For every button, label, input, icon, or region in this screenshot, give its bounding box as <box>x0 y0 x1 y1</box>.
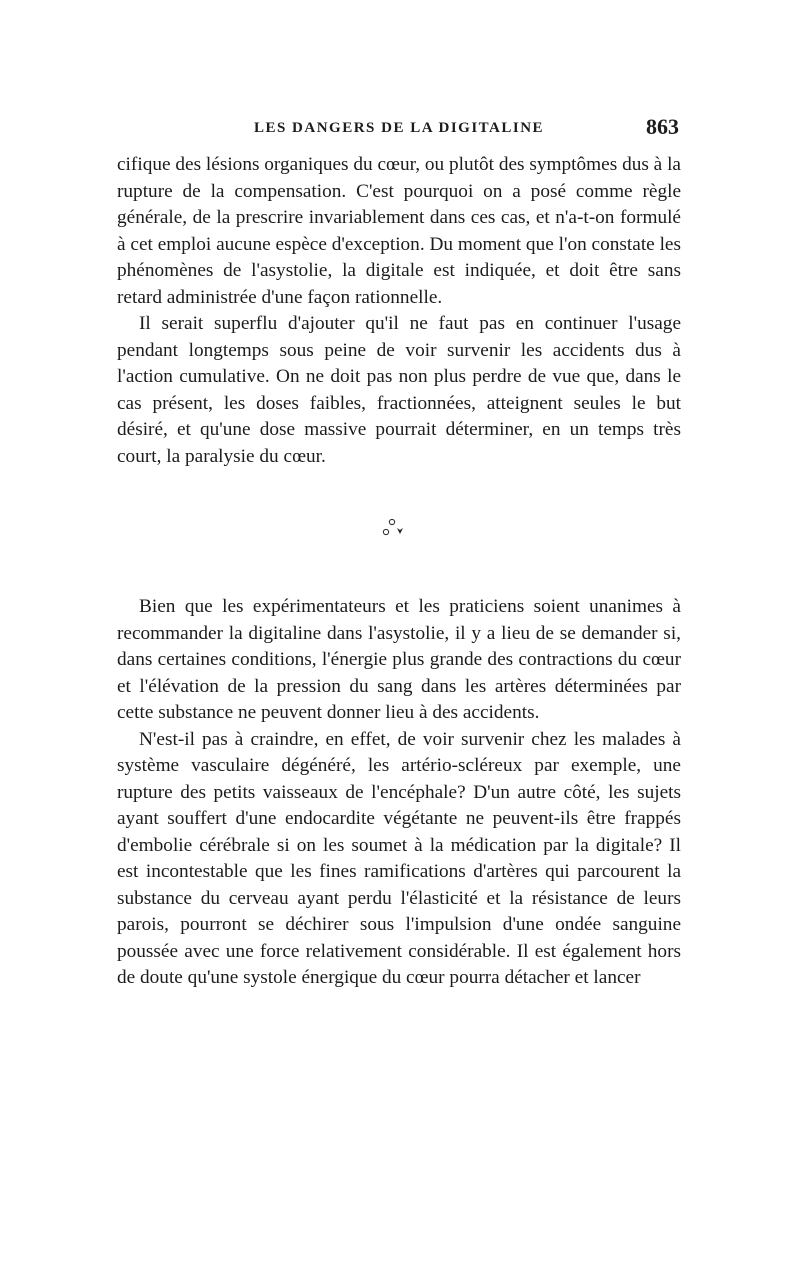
paragraph-cumulative-action: Il serait superflu d'ajouter qu'il ne faut pas en continuer l'usage pendant longtemps sous peine de voir survenir les accidents dus à l'action cumulative. On ne doit pas non plus perdre de vue que, dans le cas présent, les doses faibles, fractionnées, atteignent seules le but désiré, et qu'une dose massive pourrait déterminer, en un temps très court, la paralysie du cœur. <box>117 313 681 467</box>
asterism-ornament-icon <box>382 518 406 540</box>
section-break-ornament <box>117 470 681 594</box>
paragraph-embolie-risk: N'est-il pas à craindre, en effet, de voir survenir chez les malades à système vasculaire dégénéré, les artério-scléreux par exemple, une rupture des petits vaisseaux de l'encéphale? D'un autre côté, les sujets ayant souffert d'une endocardite végétante ne peuvent-ils être frappés d'embolie cérébrale si on les soumet à la médication par la digitale? Il est incontestable que les fines ramifications d'artères qui parcourent la substance du cerveau ayant perdu l'élasticité et la résistance de leurs parois, pourront se déchirer sous l'impulsion d'une ondée sanguine poussée avec une force relativement considérable. Il est également hors de doute qu'une systole énergique du cœur pourra détacher et lancer <box>117 728 681 988</box>
paragraph-asystolie-question: Bien que les expérimentateurs et les praticiens soient unanimes à recommander la digitaline dans l'asystolie, il y a lieu de se demander si, dans certaines conditions, l'énergie plus grande des contractions du cœur et l'élévation de la pression du sang dans les artères déterminées par cette substance ne peuvent donner lieu à des accidents. <box>117 596 681 723</box>
running-title: LES DANGERS DE LA DIGITALINE <box>253 120 545 136</box>
running-head <box>117 112 681 152</box>
book-page <box>117 112 681 992</box>
page-number: 863 <box>646 114 679 139</box>
paragraph-continuation: cifique des lésions organiques du cœur, ou plutôt des symptômes dus à la rupture de la compensation. C'est pourquoi on a posé comme règle générale, de la prescrire invariablement dans ces cas, et n'a-t-on formulé à cet emploi aucune espèce d'exception. Du moment que l'on constate les phénomènes de l'asystolie, la digitale est indiquée, et doit être sans retard administrée d'une façon rationnelle. <box>117 154 681 308</box>
